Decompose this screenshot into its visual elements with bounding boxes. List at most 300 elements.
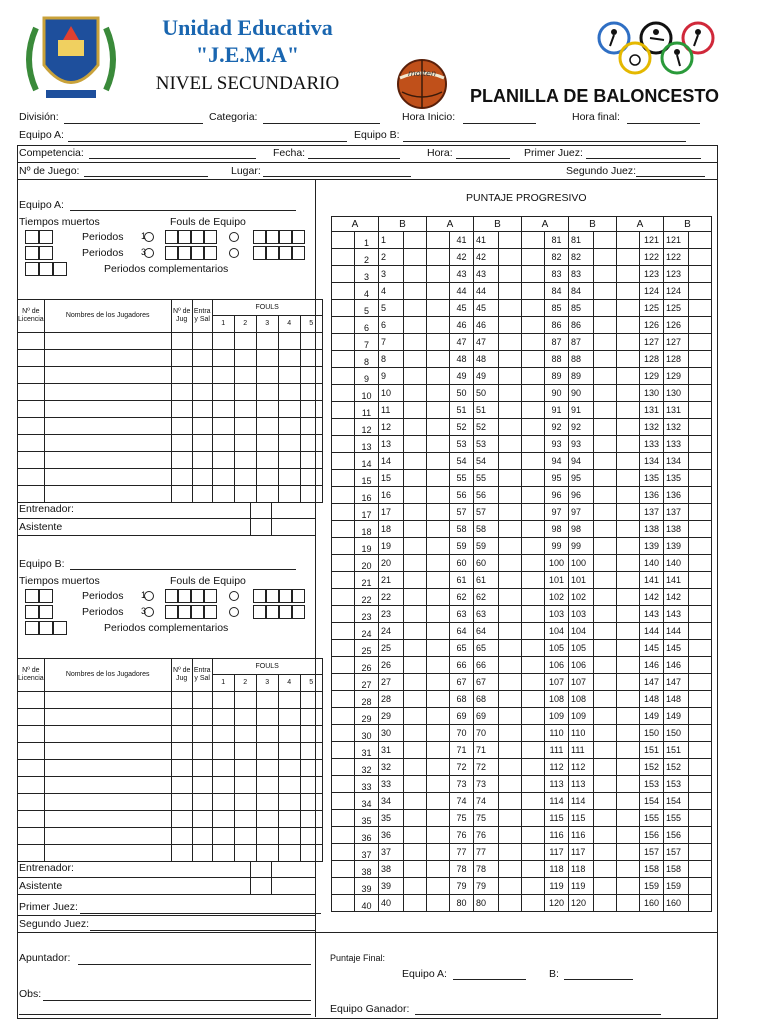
player-foul-cell[interactable] (234, 333, 256, 350)
score-mark-a[interactable] (522, 436, 545, 453)
player-foul-cell[interactable] (234, 692, 256, 709)
lugar-field[interactable] (263, 176, 411, 177)
player-foul-cell[interactable] (256, 350, 278, 367)
score-mark-a[interactable] (617, 283, 640, 300)
player-entra-cell[interactable] (192, 709, 212, 726)
player-foul-cell[interactable] (300, 794, 322, 811)
team-foul-box[interactable] (292, 589, 305, 603)
score-mark-b[interactable] (499, 895, 522, 912)
player-licencia-cell[interactable] (18, 486, 45, 503)
player-foul-cell[interactable] (300, 469, 322, 486)
equipo-a-field[interactable] (68, 141, 347, 142)
score-mark-a[interactable] (617, 708, 640, 725)
fecha-field[interactable] (308, 158, 400, 159)
score-mark-a[interactable] (617, 895, 640, 912)
score-mark-a[interactable] (427, 487, 450, 504)
score-mark-b[interactable] (499, 640, 522, 657)
player-name-cell[interactable] (44, 435, 171, 452)
team-foul-box[interactable] (178, 230, 191, 244)
score-mark-a[interactable] (617, 453, 640, 470)
player-foul-cell[interactable] (278, 692, 300, 709)
score-mark-a[interactable] (332, 300, 355, 317)
score-mark-b[interactable] (499, 436, 522, 453)
hora-final-field[interactable] (627, 123, 700, 124)
player-entra-cell[interactable] (192, 418, 212, 435)
player-foul-cell[interactable] (300, 777, 322, 794)
score-mark-b[interactable] (689, 555, 712, 572)
timeout-box[interactable] (39, 246, 53, 260)
score-mark-b[interactable] (499, 402, 522, 419)
score-mark-a[interactable] (332, 861, 355, 878)
score-mark-b[interactable] (594, 895, 617, 912)
player-licencia-cell[interactable] (18, 435, 45, 452)
score-mark-a[interactable] (522, 385, 545, 402)
score-mark-b[interactable] (594, 487, 617, 504)
score-mark-b[interactable] (689, 521, 712, 538)
score-mark-a[interactable] (427, 708, 450, 725)
score-mark-a[interactable] (522, 606, 545, 623)
score-mark-b[interactable] (404, 317, 427, 334)
player-entra-cell[interactable] (192, 777, 212, 794)
team-foul-box[interactable] (165, 589, 178, 603)
player-foul-cell[interactable] (256, 760, 278, 777)
score-mark-b[interactable] (404, 793, 427, 810)
score-mark-a[interactable] (427, 419, 450, 436)
score-mark-b[interactable] (689, 300, 712, 317)
score-mark-b[interactable] (594, 538, 617, 555)
score-mark-a[interactable] (522, 657, 545, 674)
score-mark-b[interactable] (499, 317, 522, 334)
player-licencia-cell[interactable] (18, 811, 45, 828)
player-licencia-cell[interactable] (18, 469, 45, 486)
player-entra-cell[interactable] (192, 333, 212, 350)
player-number-cell[interactable] (171, 435, 192, 452)
player-entra-cell[interactable] (192, 743, 212, 760)
player-entra-cell[interactable] (192, 435, 212, 452)
score-mark-a[interactable] (617, 249, 640, 266)
score-mark-b[interactable] (499, 249, 522, 266)
score-mark-a[interactable] (427, 725, 450, 742)
score-mark-a[interactable] (332, 776, 355, 793)
player-name-cell[interactable] (44, 777, 171, 794)
player-name-cell[interactable] (44, 469, 171, 486)
equipo-ganador-field[interactable] (415, 1014, 661, 1015)
team-b-name-field[interactable] (70, 569, 296, 570)
score-mark-a[interactable] (617, 725, 640, 742)
player-foul-cell[interactable] (234, 760, 256, 777)
player-foul-cell[interactable] (212, 845, 234, 862)
player-foul-cell[interactable] (234, 828, 256, 845)
score-mark-b[interactable] (594, 776, 617, 793)
player-number-cell[interactable] (171, 418, 192, 435)
score-mark-a[interactable] (617, 657, 640, 674)
player-foul-cell[interactable] (234, 350, 256, 367)
score-mark-b[interactable] (404, 402, 427, 419)
player-foul-cell[interactable] (300, 726, 322, 743)
score-mark-b[interactable] (404, 776, 427, 793)
player-foul-cell[interactable] (256, 743, 278, 760)
score-mark-b[interactable] (499, 300, 522, 317)
score-mark-a[interactable] (617, 232, 640, 249)
categoria-field[interactable] (263, 123, 380, 124)
score-mark-a[interactable] (617, 419, 640, 436)
team-foul-box[interactable] (204, 589, 217, 603)
player-foul-cell[interactable] (212, 709, 234, 726)
team-foul-box[interactable] (279, 605, 292, 619)
score-mark-a[interactable] (617, 266, 640, 283)
score-mark-a[interactable] (522, 504, 545, 521)
score-mark-a[interactable] (617, 742, 640, 759)
score-mark-b[interactable] (594, 861, 617, 878)
score-mark-b[interactable] (689, 487, 712, 504)
score-mark-a[interactable] (617, 317, 640, 334)
score-mark-b[interactable] (404, 266, 427, 283)
player-foul-cell[interactable] (212, 794, 234, 811)
score-mark-b[interactable] (594, 725, 617, 742)
score-mark-b[interactable] (689, 317, 712, 334)
score-mark-b[interactable] (404, 300, 427, 317)
player-foul-cell[interactable] (278, 333, 300, 350)
player-foul-cell[interactable] (278, 367, 300, 384)
score-mark-a[interactable] (617, 640, 640, 657)
score-mark-a[interactable] (427, 759, 450, 776)
score-mark-b[interactable] (594, 606, 617, 623)
score-mark-b[interactable] (499, 776, 522, 793)
timeout-box[interactable] (39, 621, 53, 635)
score-mark-b[interactable] (594, 589, 617, 606)
player-foul-cell[interactable] (300, 828, 322, 845)
player-licencia-cell[interactable] (18, 452, 45, 469)
score-mark-b[interactable] (689, 538, 712, 555)
score-mark-a[interactable] (427, 623, 450, 640)
player-name-cell[interactable] (44, 743, 171, 760)
team-a-name-field[interactable] (70, 210, 296, 211)
player-foul-cell[interactable] (300, 367, 322, 384)
score-mark-b[interactable] (689, 708, 712, 725)
score-mark-b[interactable] (404, 334, 427, 351)
score-mark-a[interactable] (522, 742, 545, 759)
team-foul-box[interactable] (178, 589, 191, 603)
player-foul-cell[interactable] (256, 486, 278, 503)
score-mark-b[interactable] (404, 521, 427, 538)
team-foul-box[interactable] (204, 230, 217, 244)
player-foul-cell[interactable] (212, 435, 234, 452)
score-mark-b[interactable] (499, 793, 522, 810)
score-mark-b[interactable] (689, 759, 712, 776)
score-mark-b[interactable] (594, 351, 617, 368)
score-mark-a[interactable] (427, 640, 450, 657)
score-mark-b[interactable] (594, 504, 617, 521)
player-foul-cell[interactable] (300, 811, 322, 828)
score-mark-a[interactable] (617, 623, 640, 640)
score-mark-b[interactable] (689, 334, 712, 351)
obs-field[interactable] (43, 1000, 311, 1001)
score-mark-b[interactable] (404, 691, 427, 708)
score-mark-a[interactable] (617, 368, 640, 385)
score-mark-a[interactable] (522, 470, 545, 487)
score-mark-b[interactable] (689, 589, 712, 606)
score-mark-a[interactable] (332, 317, 355, 334)
player-foul-cell[interactable] (278, 845, 300, 862)
score-mark-a[interactable] (332, 249, 355, 266)
score-mark-b[interactable] (404, 453, 427, 470)
player-licencia-cell[interactable] (18, 794, 45, 811)
player-foul-cell[interactable] (256, 435, 278, 452)
player-entra-cell[interactable] (192, 794, 212, 811)
player-foul-cell[interactable] (234, 794, 256, 811)
score-mark-a[interactable] (427, 572, 450, 589)
team-foul-box[interactable] (279, 246, 292, 260)
score-mark-a[interactable] (522, 572, 545, 589)
player-name-cell[interactable] (44, 350, 171, 367)
score-mark-b[interactable] (689, 844, 712, 861)
timeout-box[interactable] (25, 246, 39, 260)
score-mark-b[interactable] (689, 266, 712, 283)
score-mark-b[interactable] (499, 708, 522, 725)
player-entra-cell[interactable] (192, 367, 212, 384)
player-foul-cell[interactable] (234, 452, 256, 469)
score-mark-a[interactable] (427, 351, 450, 368)
player-number-cell[interactable] (171, 692, 192, 709)
score-mark-b[interactable] (594, 368, 617, 385)
player-number-cell[interactable] (171, 760, 192, 777)
team-foul-box[interactable] (266, 589, 279, 603)
player-name-cell[interactable] (44, 845, 171, 862)
score-mark-b[interactable] (594, 572, 617, 589)
footer-primer-juez-field[interactable] (80, 913, 321, 914)
player-number-cell[interactable] (171, 350, 192, 367)
score-mark-a[interactable] (617, 521, 640, 538)
player-number-cell[interactable] (171, 333, 192, 350)
division-field[interactable] (64, 123, 203, 124)
score-mark-b[interactable] (594, 878, 617, 895)
score-mark-a[interactable] (332, 895, 355, 912)
score-mark-a[interactable] (522, 555, 545, 572)
team-foul-box[interactable] (204, 246, 217, 260)
score-mark-a[interactable] (427, 691, 450, 708)
score-mark-a[interactable] (332, 691, 355, 708)
player-foul-cell[interactable] (234, 367, 256, 384)
score-mark-b[interactable] (689, 436, 712, 453)
score-mark-a[interactable] (427, 368, 450, 385)
score-mark-a[interactable] (522, 640, 545, 657)
score-mark-b[interactable] (689, 232, 712, 249)
player-foul-cell[interactable] (256, 469, 278, 486)
score-mark-a[interactable] (617, 385, 640, 402)
score-mark-b[interactable] (404, 708, 427, 725)
score-mark-b[interactable] (404, 725, 427, 742)
player-name-cell[interactable] (44, 726, 171, 743)
score-mark-a[interactable] (617, 487, 640, 504)
score-mark-b[interactable] (689, 470, 712, 487)
score-mark-a[interactable] (427, 606, 450, 623)
team-foul-box[interactable] (178, 246, 191, 260)
score-mark-b[interactable] (499, 453, 522, 470)
player-number-cell[interactable] (171, 845, 192, 862)
player-foul-cell[interactable] (212, 350, 234, 367)
player-name-cell[interactable] (44, 709, 171, 726)
score-mark-b[interactable] (499, 691, 522, 708)
primer-juez-field[interactable] (586, 158, 701, 159)
score-mark-b[interactable] (499, 861, 522, 878)
score-mark-a[interactable] (332, 657, 355, 674)
score-mark-b[interactable] (594, 759, 617, 776)
score-mark-b[interactable] (594, 691, 617, 708)
score-mark-a[interactable] (332, 810, 355, 827)
player-name-cell[interactable] (44, 401, 171, 418)
score-mark-a[interactable] (522, 674, 545, 691)
score-mark-b[interactable] (499, 334, 522, 351)
player-foul-cell[interactable] (212, 726, 234, 743)
score-mark-a[interactable] (427, 283, 450, 300)
score-mark-b[interactable] (499, 504, 522, 521)
score-mark-b[interactable] (594, 300, 617, 317)
player-number-cell[interactable] (171, 709, 192, 726)
score-mark-a[interactable] (617, 555, 640, 572)
score-mark-a[interactable] (522, 300, 545, 317)
score-mark-a[interactable] (427, 555, 450, 572)
score-mark-a[interactable] (522, 759, 545, 776)
score-mark-a[interactable] (332, 232, 355, 249)
score-mark-b[interactable] (404, 623, 427, 640)
player-foul-cell[interactable] (212, 486, 234, 503)
score-mark-b[interactable] (594, 742, 617, 759)
score-mark-a[interactable] (427, 470, 450, 487)
score-mark-a[interactable] (332, 623, 355, 640)
team-foul-box[interactable] (292, 230, 305, 244)
score-mark-a[interactable] (332, 419, 355, 436)
score-mark-b[interactable] (689, 623, 712, 640)
score-mark-a[interactable] (522, 810, 545, 827)
team-foul-box[interactable] (191, 246, 204, 260)
player-name-cell[interactable] (44, 828, 171, 845)
entrenador-foul-box[interactable] (250, 861, 272, 895)
player-foul-cell[interactable] (278, 794, 300, 811)
score-mark-a[interactable] (332, 351, 355, 368)
score-mark-a[interactable] (617, 759, 640, 776)
player-foul-cell[interactable] (300, 333, 322, 350)
score-mark-b[interactable] (499, 878, 522, 895)
player-entra-cell[interactable] (192, 692, 212, 709)
score-mark-a[interactable] (427, 844, 450, 861)
score-mark-a[interactable] (617, 351, 640, 368)
score-mark-b[interactable] (404, 232, 427, 249)
period-circle[interactable] (229, 591, 239, 601)
score-mark-b[interactable] (594, 334, 617, 351)
score-mark-b[interactable] (689, 657, 712, 674)
player-licencia-cell[interactable] (18, 726, 45, 743)
score-mark-a[interactable] (427, 266, 450, 283)
score-mark-b[interactable] (404, 827, 427, 844)
player-foul-cell[interactable] (256, 794, 278, 811)
score-mark-b[interactable] (594, 249, 617, 266)
score-mark-a[interactable] (427, 657, 450, 674)
team-foul-box[interactable] (178, 605, 191, 619)
score-mark-b[interactable] (404, 657, 427, 674)
player-foul-cell[interactable] (256, 384, 278, 401)
score-mark-b[interactable] (404, 504, 427, 521)
score-mark-b[interactable] (499, 470, 522, 487)
score-mark-a[interactable] (332, 589, 355, 606)
score-mark-a[interactable] (617, 878, 640, 895)
score-mark-a[interactable] (522, 844, 545, 861)
score-mark-b[interactable] (404, 385, 427, 402)
score-mark-a[interactable] (332, 674, 355, 691)
score-mark-b[interactable] (404, 810, 427, 827)
score-mark-b[interactable] (594, 708, 617, 725)
player-foul-cell[interactable] (234, 777, 256, 794)
team-foul-box[interactable] (266, 246, 279, 260)
score-mark-a[interactable] (332, 708, 355, 725)
score-mark-a[interactable] (427, 334, 450, 351)
score-mark-b[interactable] (689, 895, 712, 912)
team-foul-box[interactable] (253, 230, 266, 244)
score-mark-b[interactable] (594, 266, 617, 283)
score-mark-a[interactable] (332, 759, 355, 776)
score-mark-a[interactable] (522, 691, 545, 708)
score-mark-a[interactable] (332, 334, 355, 351)
score-mark-a[interactable] (332, 487, 355, 504)
score-mark-b[interactable] (594, 623, 617, 640)
player-foul-cell[interactable] (234, 469, 256, 486)
score-mark-b[interactable] (594, 470, 617, 487)
score-mark-b[interactable] (689, 453, 712, 470)
player-foul-cell[interactable] (300, 692, 322, 709)
player-number-cell[interactable] (171, 486, 192, 503)
score-mark-b[interactable] (499, 657, 522, 674)
player-entra-cell[interactable] (192, 384, 212, 401)
timeout-box[interactable] (25, 230, 39, 244)
score-mark-b[interactable] (689, 572, 712, 589)
score-mark-b[interactable] (499, 844, 522, 861)
hora-field[interactable] (456, 158, 510, 159)
score-mark-b[interactable] (499, 725, 522, 742)
player-foul-cell[interactable] (212, 418, 234, 435)
player-foul-cell[interactable] (278, 709, 300, 726)
player-foul-cell[interactable] (256, 452, 278, 469)
score-mark-b[interactable] (499, 232, 522, 249)
score-mark-b[interactable] (404, 640, 427, 657)
player-foul-cell[interactable] (234, 743, 256, 760)
player-entra-cell[interactable] (192, 811, 212, 828)
player-licencia-cell[interactable] (18, 333, 45, 350)
player-name-cell[interactable] (44, 333, 171, 350)
player-foul-cell[interactable] (212, 811, 234, 828)
score-mark-b[interactable] (594, 419, 617, 436)
team-foul-box[interactable] (191, 230, 204, 244)
score-mark-b[interactable] (499, 385, 522, 402)
score-mark-a[interactable] (427, 402, 450, 419)
score-mark-a[interactable] (332, 470, 355, 487)
player-licencia-cell[interactable] (18, 384, 45, 401)
timeout-box[interactable] (25, 262, 39, 276)
player-foul-cell[interactable] (300, 350, 322, 367)
team-foul-box[interactable] (266, 605, 279, 619)
player-licencia-cell[interactable] (18, 828, 45, 845)
score-mark-a[interactable] (332, 572, 355, 589)
score-mark-a[interactable] (332, 504, 355, 521)
score-mark-b[interactable] (594, 827, 617, 844)
score-mark-a[interactable] (522, 776, 545, 793)
score-mark-b[interactable] (404, 538, 427, 555)
score-mark-b[interactable] (499, 589, 522, 606)
score-mark-b[interactable] (594, 810, 617, 827)
score-mark-a[interactable] (617, 776, 640, 793)
player-entra-cell[interactable] (192, 726, 212, 743)
player-foul-cell[interactable] (212, 760, 234, 777)
player-foul-cell[interactable] (256, 418, 278, 435)
score-mark-a[interactable] (332, 368, 355, 385)
